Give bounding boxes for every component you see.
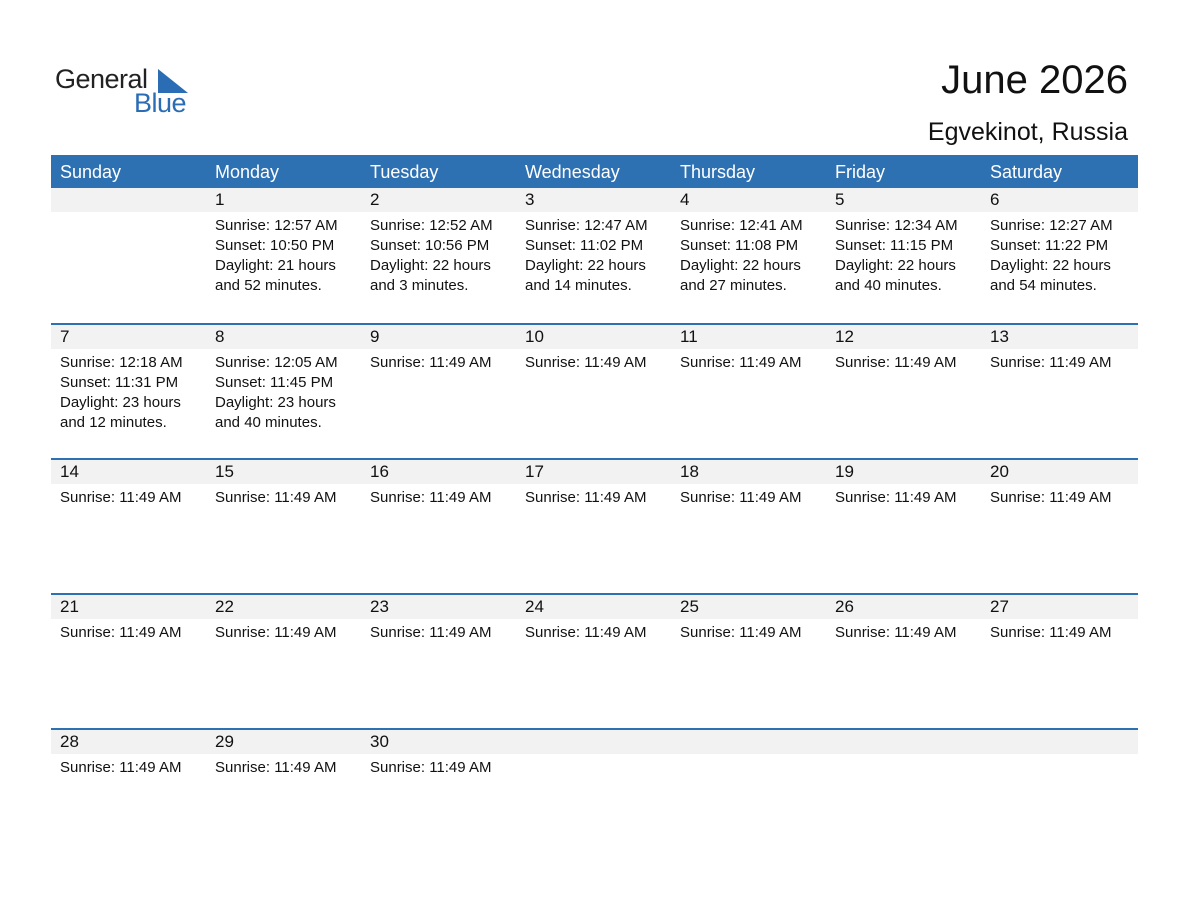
generalblue-logo <box>55 64 195 120</box>
day-info-line <box>680 413 826 433</box>
day-info-line <box>215 798 361 818</box>
weekday-label: Tuesday <box>370 162 439 182</box>
day-info-line <box>525 798 671 818</box>
day-number: 4 <box>680 190 690 209</box>
week-day-cells <box>51 754 1138 838</box>
day-cell <box>361 349 516 433</box>
location-subtitle: Egvekinot, Russia <box>927 118 1128 146</box>
week-day-numbers <box>51 325 1138 349</box>
weekday-label: Friday <box>835 162 886 182</box>
day-info-line: Sunrise: 11:49 AM <box>835 489 957 506</box>
day-info-line <box>370 663 516 683</box>
day-info-line <box>215 683 361 703</box>
week-day-cells <box>51 484 1138 568</box>
day-info-line <box>680 798 826 818</box>
calendar-grid <box>51 155 1138 863</box>
day-info-line <box>990 798 1138 818</box>
day-info-line <box>370 393 516 413</box>
day-cell <box>361 484 516 568</box>
day-info-line: and 54 minutes. <box>990 277 1097 294</box>
day-number: 18 <box>680 462 699 481</box>
day-info-line <box>370 683 516 703</box>
day-number: 15 <box>215 462 234 481</box>
day-cell <box>206 349 361 433</box>
day-info-line <box>990 663 1138 683</box>
day-info-line <box>990 373 1138 393</box>
day-number <box>671 730 826 754</box>
day-number <box>51 188 206 212</box>
day-cell <box>826 212 981 296</box>
day-info-line <box>835 373 981 393</box>
day-info-line <box>680 393 826 413</box>
day-number: 9 <box>370 327 380 346</box>
day-info-line: Sunrise: 12:52 AM <box>370 217 493 234</box>
day-info-line <box>215 778 361 798</box>
day-info-line: Sunrise: 11:49 AM <box>680 624 802 641</box>
day-info-line <box>215 528 361 548</box>
day-number: 3 <box>525 190 535 209</box>
day-info-line: Sunset: 11:08 PM <box>680 237 799 254</box>
day-number <box>516 730 671 754</box>
weekday-label: Sunday <box>60 162 122 182</box>
day-info-line <box>835 778 981 798</box>
day-cell <box>671 484 826 568</box>
day-info-line <box>525 393 671 413</box>
day-cell <box>516 349 671 433</box>
calendar-week <box>51 593 1138 728</box>
weekday-label: Thursday <box>680 162 756 182</box>
day-number: 2 <box>370 190 380 209</box>
day-info-line: Sunrise: 11:49 AM <box>990 624 1112 641</box>
day-info-line <box>60 778 206 798</box>
day-cell <box>51 212 206 296</box>
day-info-line <box>990 818 1138 838</box>
day-number: 22 <box>215 597 234 616</box>
day-number: 28 <box>60 732 79 751</box>
page-title: June 2026 <box>941 58 1128 102</box>
day-number: 27 <box>990 597 1009 616</box>
day-info-line <box>990 393 1138 413</box>
day-info-line <box>370 373 516 393</box>
day-info-line <box>60 528 206 548</box>
day-number: 14 <box>60 462 79 481</box>
day-info-line: Sunrise: 11:49 AM <box>215 624 337 641</box>
day-info-line <box>525 528 671 548</box>
day-info-line <box>60 548 206 568</box>
day-info-line <box>990 508 1138 528</box>
day-number: 20 <box>990 462 1009 481</box>
day-info-line: Sunrise: 11:49 AM <box>370 759 492 776</box>
day-info-line <box>215 548 361 568</box>
day-info-line: Sunrise: 12:34 AM <box>835 217 958 234</box>
day-info-line <box>835 798 981 818</box>
day-info-line: Sunrise: 11:49 AM <box>835 354 957 371</box>
day-info-line <box>680 683 826 703</box>
day-info-line: Sunrise: 11:49 AM <box>370 489 492 506</box>
day-info-line <box>990 778 1138 798</box>
day-info-line <box>60 818 206 838</box>
day-info-line: Sunset: 10:50 PM <box>215 237 335 254</box>
day-info-line: Daylight: 23 hours <box>215 394 336 411</box>
day-cell <box>516 619 671 703</box>
day-cell <box>516 212 671 296</box>
weekday-label: Saturday <box>990 162 1063 182</box>
day-info-line <box>525 818 671 838</box>
week-day-numbers <box>51 188 1138 212</box>
day-cell <box>51 619 206 703</box>
day-number: 13 <box>990 327 1009 346</box>
day-number: 6 <box>990 190 1000 209</box>
logo-text-general: General <box>55 64 148 94</box>
day-info-line: Sunrise: 11:49 AM <box>60 759 182 776</box>
day-cell <box>671 212 826 296</box>
day-info-line <box>680 548 826 568</box>
day-info-line <box>60 236 206 256</box>
day-cell <box>361 619 516 703</box>
day-cell <box>826 754 981 838</box>
day-info-line: Sunrise: 11:49 AM <box>990 489 1112 506</box>
day-cell <box>671 349 826 433</box>
day-info-line: Sunset: 10:56 PM <box>370 237 490 254</box>
day-info-line <box>60 276 206 296</box>
day-info-line <box>990 643 1138 663</box>
day-number: 30 <box>370 732 389 751</box>
day-info-line <box>525 683 671 703</box>
day-number: 12 <box>835 327 854 346</box>
day-info-line: Daylight: 22 hours <box>990 257 1111 274</box>
day-cell <box>981 754 1138 838</box>
day-info-line <box>60 798 206 818</box>
day-cell <box>981 212 1138 296</box>
day-info-line <box>525 778 671 798</box>
day-info-line: Sunrise: 11:49 AM <box>525 624 647 641</box>
day-info-line <box>835 758 981 778</box>
day-info-line: Daylight: 22 hours <box>525 257 646 274</box>
week-day-cells <box>51 619 1138 703</box>
day-cell <box>51 754 206 838</box>
day-info-line: Sunrise: 11:49 AM <box>835 624 957 641</box>
day-cell <box>671 619 826 703</box>
day-info-line: Daylight: 22 hours <box>370 257 491 274</box>
day-cell <box>671 754 826 838</box>
day-info-line: Sunrise: 11:49 AM <box>990 354 1112 371</box>
day-cell <box>206 619 361 703</box>
day-cell <box>981 484 1138 568</box>
day-cell <box>51 484 206 568</box>
day-info-line <box>370 548 516 568</box>
day-info-line <box>680 663 826 683</box>
weekday-label: Wednesday <box>525 162 620 182</box>
week-day-cells <box>51 212 1138 296</box>
day-cell <box>826 619 981 703</box>
day-info-line <box>525 643 671 663</box>
day-cell <box>361 212 516 296</box>
day-cell <box>981 619 1138 703</box>
day-info-line <box>835 683 981 703</box>
day-cell <box>826 484 981 568</box>
week-day-numbers <box>51 730 1138 754</box>
day-number <box>826 730 981 754</box>
day-info-line <box>370 643 516 663</box>
day-number: 23 <box>370 597 389 616</box>
weekday-label: Monday <box>215 162 280 182</box>
calendar-week <box>51 728 1138 863</box>
day-number <box>981 730 1138 754</box>
day-cell <box>516 484 671 568</box>
day-info-line: Sunrise: 11:49 AM <box>60 624 182 641</box>
day-info-line: Sunrise: 11:49 AM <box>525 354 647 371</box>
weekday-header <box>51 155 1138 188</box>
day-number: 1 <box>215 190 225 209</box>
week-day-numbers <box>51 460 1138 484</box>
day-info-line: Sunrise: 11:49 AM <box>370 354 492 371</box>
day-info-line <box>835 413 981 433</box>
day-info-line <box>370 778 516 798</box>
day-info-line <box>990 758 1138 778</box>
day-number: 8 <box>215 327 225 346</box>
day-cell <box>206 754 361 838</box>
day-number: 11 <box>680 327 698 346</box>
day-info-line <box>525 373 671 393</box>
day-cell <box>516 754 671 838</box>
weeks-container <box>51 188 1138 863</box>
day-info-line: Sunset: 11:02 PM <box>525 237 644 254</box>
day-info-line <box>835 643 981 663</box>
day-cell <box>826 349 981 433</box>
day-info-line <box>525 413 671 433</box>
day-info-line: and 40 minutes. <box>215 414 322 431</box>
day-cell <box>981 349 1138 433</box>
day-info-line <box>60 256 206 276</box>
day-info-line: and 40 minutes. <box>835 277 942 294</box>
day-info-line: and 14 minutes. <box>525 277 632 294</box>
day-info-line: Sunrise: 11:49 AM <box>370 624 492 641</box>
day-info-line: Sunrise: 11:49 AM <box>215 489 337 506</box>
day-info-line <box>680 373 826 393</box>
day-info-line <box>680 528 826 548</box>
day-info-line: Daylight: 22 hours <box>680 257 801 274</box>
day-info-line <box>525 663 671 683</box>
day-number: 7 <box>60 327 70 346</box>
day-info-line: Sunrise: 11:49 AM <box>60 489 182 506</box>
week-day-numbers <box>51 595 1138 619</box>
day-info-line <box>215 643 361 663</box>
day-info-line: Sunset: 11:15 PM <box>835 237 954 254</box>
day-info-line: Sunset: 11:45 PM <box>215 374 334 391</box>
day-info-line: Sunrise: 12:47 AM <box>525 217 648 234</box>
day-number: 26 <box>835 597 854 616</box>
day-info-line: Sunset: 11:31 PM <box>60 374 179 391</box>
day-info-line <box>60 683 206 703</box>
day-info-line: Sunrise: 12:57 AM <box>215 217 338 234</box>
day-number: 19 <box>835 462 854 481</box>
day-number: 5 <box>835 190 845 209</box>
day-info-line: Sunrise: 11:49 AM <box>215 759 337 776</box>
day-info-line: Daylight: 22 hours <box>835 257 956 274</box>
day-info-line <box>215 508 361 528</box>
day-number: 21 <box>60 597 79 616</box>
day-info-line <box>215 818 361 838</box>
day-info-line: Sunrise: 12:41 AM <box>680 217 803 234</box>
day-info-line <box>680 778 826 798</box>
week-day-cells <box>51 349 1138 433</box>
calendar-week <box>51 323 1138 458</box>
day-info-line: Sunrise: 12:05 AM <box>215 354 338 371</box>
day-info-line <box>680 818 826 838</box>
day-info-line: Sunrise: 12:27 AM <box>990 217 1113 234</box>
day-info-line <box>525 758 671 778</box>
day-info-line <box>680 758 826 778</box>
day-info-line: Sunrise: 11:49 AM <box>680 489 802 506</box>
day-info-line <box>525 508 671 528</box>
day-info-line <box>60 508 206 528</box>
day-info-line <box>990 548 1138 568</box>
day-info-line <box>680 508 826 528</box>
logo-text-blue: Blue <box>134 88 187 118</box>
day-info-line: Sunrise: 11:49 AM <box>680 354 802 371</box>
day-info-line <box>990 528 1138 548</box>
day-cell <box>206 484 361 568</box>
day-info-line <box>680 643 826 663</box>
day-info-line <box>835 663 981 683</box>
day-info-line <box>990 413 1138 433</box>
day-info-line: and 3 minutes. <box>370 277 469 294</box>
day-number: 10 <box>525 327 544 346</box>
day-info-line <box>370 413 516 433</box>
day-info-line <box>370 798 516 818</box>
calendar-week <box>51 188 1138 323</box>
day-number: 24 <box>525 597 544 616</box>
calendar-week <box>51 458 1138 593</box>
day-info-line: Daylight: 21 hours <box>215 257 336 274</box>
day-info-line: and 12 minutes. <box>60 414 167 431</box>
day-info-line: and 27 minutes. <box>680 277 787 294</box>
day-info-line: Daylight: 23 hours <box>60 394 181 411</box>
day-info-line: and 52 minutes. <box>215 277 322 294</box>
day-info-line <box>835 528 981 548</box>
day-info-line <box>835 548 981 568</box>
day-info-line <box>835 818 981 838</box>
day-info-line: Sunrise: 12:18 AM <box>60 354 183 371</box>
day-info-line <box>835 393 981 413</box>
day-info-line <box>370 508 516 528</box>
day-number: 25 <box>680 597 699 616</box>
day-info-line <box>60 643 206 663</box>
day-cell <box>361 754 516 838</box>
day-info-line <box>835 508 981 528</box>
day-info-line <box>990 683 1138 703</box>
day-number: 29 <box>215 732 234 751</box>
day-info-line: Sunset: 11:22 PM <box>990 237 1109 254</box>
day-info-line <box>60 216 206 236</box>
day-cell <box>51 349 206 433</box>
day-number: 17 <box>525 462 544 481</box>
day-info-line <box>370 818 516 838</box>
day-info-line <box>60 663 206 683</box>
day-info-line: Sunrise: 11:49 AM <box>525 489 647 506</box>
day-info-line <box>215 663 361 683</box>
day-info-line <box>525 548 671 568</box>
day-number: 16 <box>370 462 389 481</box>
day-info-line <box>370 528 516 548</box>
day-cell <box>206 212 361 296</box>
